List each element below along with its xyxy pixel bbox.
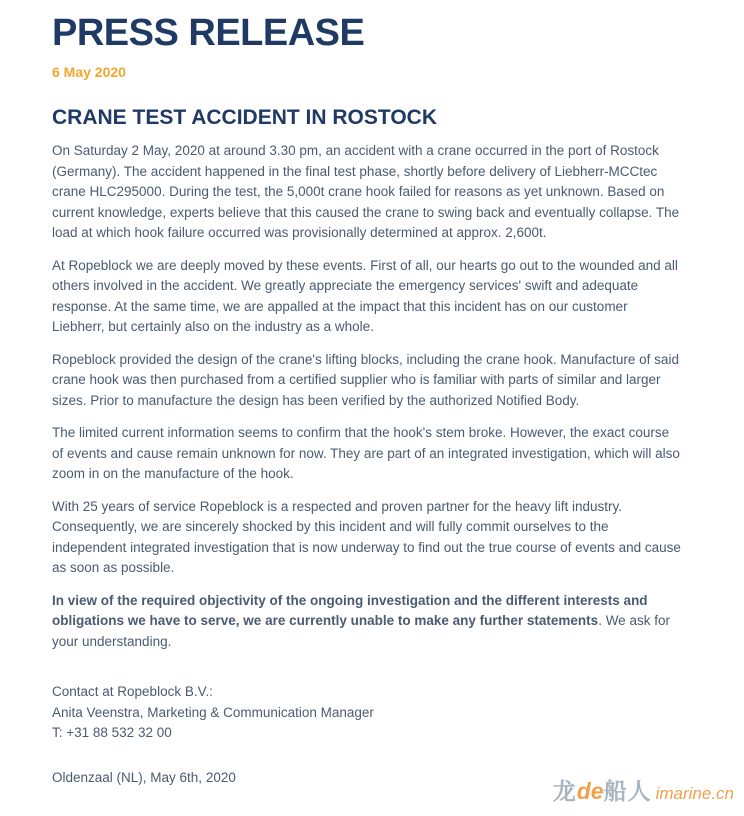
watermark [553,773,734,806]
watermark-cjk-suffix: 船人 [603,778,652,804]
statement-regular-text: . We ask for your understanding. [52,613,670,649]
article-headline: CRANE TEST ACCIDENT IN ROSTOCK [52,106,438,129]
release-date: 6 May 2020 [52,64,126,80]
statement-bold-text: In view of the required objectivity of the ongoing investigation and the different interests and obligations we have to serve, we are currently unable to make any further statements [52,592,648,628]
contact-person: Anita Veenstra, Marketing & Communication Manager [52,704,374,720]
contact-block [52,682,692,744]
article-body [52,141,682,652]
body-paragraph: At Ropeblock we are deeply moved by these events. First of all, our hearts go out to the wounded and all others involved in the accident. We greatly appreciate the emergency services' swift and adequate response. At the same time, we are appalled at the impact that this incident has on our customer Liebherr, but certainly also on the industry as a whole. [52,257,678,334]
contact-heading: Contact at Ropeblock B.V.: [52,684,213,699]
body-paragraph: On Saturday 2 May, 2020 at around 3.30 pm, an accident with a crane occurred in the port of Rostock (Germany). The accident happened in the final test phase, shortly before delivery of Liebherr-MCCtec crane HLC295000. During the test, the 5,000t crane hook failed for reasons as yet unknown. Based on current knowledge, experts believe that this caused the crane to swing back and eventually collapse. The load at which hook failure occurred was provisionally determined at approx. 2,600t. [52,143,680,240]
contact-phone: T: +31 88 532 32 00 [52,725,172,740]
watermark-site-name: imarine.cn [655,784,734,803]
statement-text [52,591,682,653]
statement-paragraph [52,591,682,653]
watermark-latin-mid: de [576,778,604,804]
body-paragraph: With 25 years of service Ropeblock is a respected and proven partner for the heavy lift industry. Consequently, we are sincerely shocked by this incident and will fully commit ourselves to the independent integrated investigation that is now underway to find out the true course of events and cause as soon as possible. [52,498,681,575]
watermark-cjk-prefix: 龙 [552,778,577,804]
signoff-line: Oldenzaal (NL), May 6th, 2020 [52,769,236,785]
body-paragraph: Ropeblock provided the design of the crane's lifting blocks, including the crane hook. Manufacture of said crane hook was then purchased from a certified supplier who is familiar with parts of similar and larger sizes. Prior to manufacture the design has been verified by the authorized Notified Body. [52,351,679,408]
body-paragraph: The limited current information seems to confirm that the hook's stem broke. However, the exact course of events and cause remain unknown for now. They are part of an integrated investigation, which will also zoom in on the manufacture of the hook. [52,425,680,481]
page-title: PRESS RELEASE [52,12,365,54]
